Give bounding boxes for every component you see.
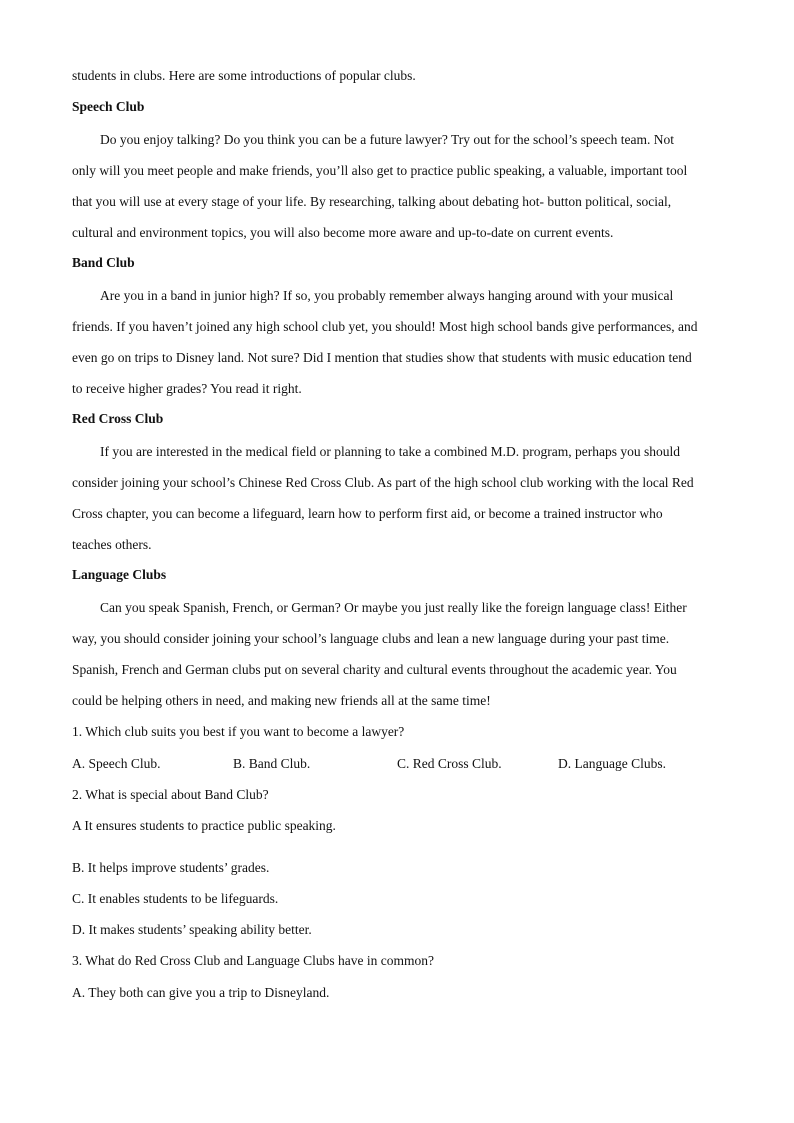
question-1-option-d: D. Language Clubs. (558, 756, 666, 771)
intro-line: students in clubs. Here are some introductions of popular clubs. (72, 68, 416, 83)
question-1-option-b: B. Band Club. (233, 756, 311, 771)
paragraph-line: could be helping others in need, and making new friends all at the same time! (72, 693, 491, 708)
paragraph-line: friends. If you haven’t joined any high school club yet, you should! Most high school bands give performances, and (72, 319, 698, 334)
question-1-stem: 1. Which club suits you best if you want to become a lawyer? (72, 724, 405, 739)
paragraph-line: cultural and environment topics, you will also become more aware and up-to-date on current events. (72, 225, 614, 240)
paragraph-line: Are you in a band in junior high? If so, you probably remember always hanging around with your musical (100, 288, 674, 303)
paragraph-line: to receive higher grades? You read it right. (72, 381, 302, 396)
paragraph-line: consider joining your school’s Chinese Red Cross Club. As part of the high school club working with the local Red (72, 475, 694, 490)
question-1-option-c: C. Red Cross Club. (397, 756, 502, 771)
paragraph-line: If you are interested in the medical field or planning to take a combined M.D. program, perhaps you should (100, 444, 680, 459)
paragraph-line: that you will use at every stage of your life. By researching, talking about debating hot- button political, social, (72, 194, 672, 209)
question-3-stem: 3. What do Red Cross Club and Language Clubs have in common? (72, 953, 434, 968)
section-heading-band-club: Band Club (72, 255, 135, 270)
paragraph-line: teaches others. (72, 537, 152, 552)
question-2-option-c: C. It enables students to be lifeguards. (72, 891, 279, 906)
paragraph-line: way, you should consider joining your school’s language clubs and lean a new language during your past time. (72, 631, 670, 646)
section-heading-language-clubs: Language Clubs (72, 567, 167, 582)
question-1-option-a: A. Speech Club. (72, 756, 161, 771)
paragraph-line: even go on trips to Disney land. Not sure? Did I mention that studies show that students with music education tend (72, 350, 692, 365)
section-heading-speech-club: Speech Club (72, 99, 145, 114)
question-2-option-d: D. It makes students’ speaking ability better. (72, 922, 312, 937)
question-2-option-b: B. It helps improve students’ grades. (72, 860, 270, 875)
paragraph-line: only will you meet people and make friends, you’ll also get to practice public speaking, a valuable, important tool (72, 163, 688, 178)
section-heading-red-cross-club: Red Cross Club (72, 411, 164, 426)
paragraph-line: Cross chapter, you can become a lifeguard, learn how to perform first aid, or become a trained instructor who (72, 506, 663, 521)
question-2-option-a: A It ensures students to practice public speaking. (72, 818, 336, 833)
paragraph-line: Do you enjoy talking? Do you think you can be a future lawyer? Try out for the school’s speech team. Not (100, 132, 675, 147)
paragraph-line: Can you speak Spanish, French, or German? Or maybe you just really like the foreign language class! Either (100, 600, 687, 615)
paragraph-line: Spanish, French and German clubs put on several charity and cultural events throughout the academic year. You (72, 662, 677, 677)
question-2-stem: 2. What is special about Band Club? (72, 787, 269, 802)
question-3-option-a: A. They both can give you a trip to Disneyland. (72, 985, 330, 1000)
